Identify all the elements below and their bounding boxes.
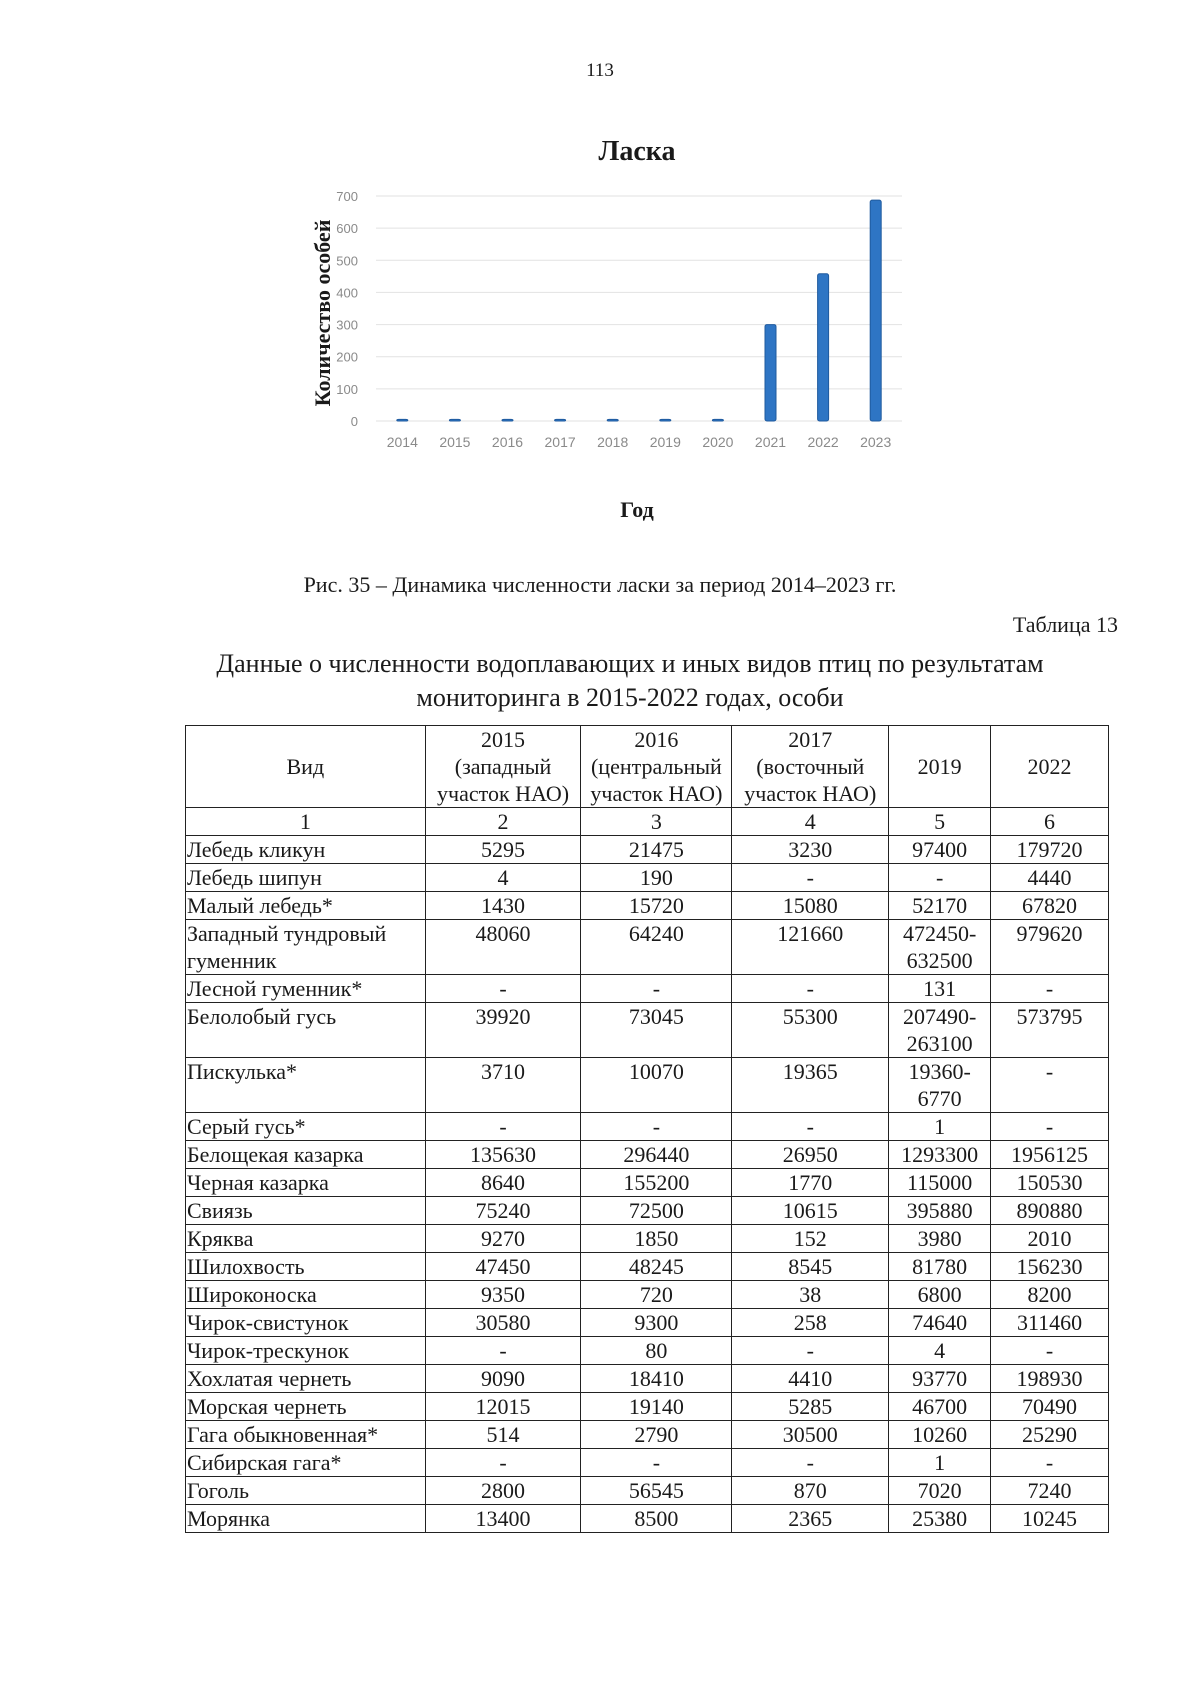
- count-cell: 10260: [889, 1421, 991, 1449]
- y-axis-label: Количество особей: [310, 219, 335, 407]
- species-cell: Западный тундровый гуменник: [186, 920, 426, 975]
- species-cell: Хохлатая чернеть: [186, 1365, 426, 1393]
- count-cell: 18410: [581, 1365, 732, 1393]
- header-2015: [425, 726, 581, 808]
- count-cell: -: [425, 975, 581, 1003]
- count-cell: 9090: [425, 1365, 581, 1393]
- count-cell: -: [425, 1113, 581, 1141]
- count-cell: -: [425, 1449, 581, 1477]
- species-cell: Серый гусь*: [186, 1113, 426, 1141]
- table-title-line-1: Данные о численности водоплавающих и иных видов птиц по результатам: [216, 649, 1044, 678]
- y-tick-label: 600: [336, 221, 358, 237]
- count-cell: -: [581, 1113, 732, 1141]
- x-axis-label: Год: [620, 497, 654, 522]
- count-cell: 93770: [889, 1365, 991, 1393]
- species-cell: Малый лебедь*: [186, 892, 426, 920]
- count-cell: 7020: [889, 1477, 991, 1505]
- count-cell: -: [732, 975, 889, 1003]
- count-cell: 979620: [991, 920, 1109, 975]
- table-row: [186, 1449, 1109, 1477]
- count-cell: 3230: [732, 836, 889, 864]
- header-2017-region: (восточный: [756, 754, 865, 779]
- count-cell: 26950: [732, 1141, 889, 1169]
- count-cell: 2800: [425, 1477, 581, 1505]
- figure-caption: Рис. 35 – Динамика численности ласки за период 2014–2023 гг.: [303, 572, 897, 597]
- count-cell: -: [991, 975, 1109, 1003]
- y-tick-label: 200: [336, 349, 358, 365]
- count-cell: 4: [889, 1337, 991, 1365]
- count-cell: -: [991, 1449, 1109, 1477]
- table-body: [186, 836, 1109, 1533]
- count-cell: 46700: [889, 1393, 991, 1421]
- count-cell: 47450: [425, 1253, 581, 1281]
- count-cell: 190: [581, 864, 732, 892]
- header-2016-area: участок НАО): [590, 781, 723, 806]
- count-cell: 8640: [425, 1169, 581, 1197]
- species-cell: Кряква: [186, 1225, 426, 1253]
- count-cell: 38: [732, 1281, 889, 1309]
- species-cell: Белощекая казарка: [186, 1141, 426, 1169]
- column-number: 3: [581, 808, 732, 836]
- count-cell: 1956125: [991, 1141, 1109, 1169]
- count-cell: 19140: [581, 1393, 732, 1421]
- table-row: [186, 1421, 1109, 1449]
- count-cell: 8545: [732, 1253, 889, 1281]
- count-cell: 296440: [581, 1141, 732, 1169]
- species-cell: Чирок-трескунок: [186, 1337, 426, 1365]
- count-cell: -: [889, 864, 991, 892]
- table-row: [186, 1281, 1109, 1309]
- count-cell: 8200: [991, 1281, 1109, 1309]
- table-row: [186, 1169, 1109, 1197]
- count-cell: 514: [425, 1421, 581, 1449]
- bar-2014: [397, 419, 408, 421]
- column-number: 5: [889, 808, 991, 836]
- count-cell: 55300: [732, 1003, 889, 1058]
- count-cell: 19365: [732, 1058, 889, 1113]
- count-cell: 74640: [889, 1309, 991, 1337]
- bar-2017: [555, 419, 566, 421]
- count-cell: 12015: [425, 1393, 581, 1421]
- column-number-row: [186, 808, 1109, 836]
- count-cell: 870: [732, 1477, 889, 1505]
- header-2017-area: участок НАО): [744, 781, 877, 806]
- count-cell: 311460: [991, 1309, 1109, 1337]
- y-tick-label: 700: [336, 189, 358, 204]
- count-cell: 6800: [889, 1281, 991, 1309]
- count-cell: 3980: [889, 1225, 991, 1253]
- species-cell: Лебедь кликун: [186, 836, 426, 864]
- count-cell: 30500: [732, 1421, 889, 1449]
- count-cell: 131: [889, 975, 991, 1003]
- table-row: [186, 1141, 1109, 1169]
- count-cell: 1850: [581, 1225, 732, 1253]
- count-cell: 10070: [581, 1058, 732, 1113]
- x-tick-label: 2017: [544, 434, 576, 450]
- table-row: [186, 836, 1109, 864]
- table-title: [160, 647, 1100, 715]
- count-cell: 890880: [991, 1197, 1109, 1225]
- count-cell: 97400: [889, 836, 991, 864]
- chart-svg: [282, 118, 1010, 558]
- x-tick-label: 2022: [807, 434, 839, 450]
- table-row: [186, 1253, 1109, 1281]
- header-2016-region: (центральный: [590, 754, 722, 779]
- count-cell: -: [991, 1113, 1109, 1141]
- count-cell: -: [991, 1337, 1109, 1365]
- bar-2015: [449, 419, 460, 421]
- species-cell: Гоголь: [186, 1477, 426, 1505]
- count-cell: 67820: [991, 892, 1109, 920]
- count-cell: 15720: [581, 892, 732, 920]
- count-cell: 70490: [991, 1393, 1109, 1421]
- column-number: 6: [991, 808, 1109, 836]
- count-cell: 3710: [425, 1058, 581, 1113]
- table-row: [186, 920, 1109, 975]
- y-axis-ticks: [336, 189, 358, 429]
- count-cell: 10245: [991, 1505, 1109, 1533]
- x-tick-label: 2016: [491, 434, 524, 450]
- count-cell: 81780: [889, 1253, 991, 1281]
- y-tick-label: 400: [336, 285, 358, 301]
- header-2016: [581, 726, 732, 808]
- count-cell: 135630: [425, 1141, 581, 1169]
- table-number: Таблица 13: [1012, 612, 1118, 637]
- table-row: [186, 1197, 1109, 1225]
- count-cell: 30580: [425, 1309, 581, 1337]
- y-tick-label: 100: [336, 381, 358, 397]
- species-cell: Черная казарка: [186, 1169, 426, 1197]
- count-cell: 25380: [889, 1505, 991, 1533]
- count-cell: 80: [581, 1337, 732, 1365]
- count-cell: 10615: [732, 1197, 889, 1225]
- header-2022: 2022: [991, 726, 1109, 808]
- bar-2020: [712, 419, 723, 421]
- species-cell: Лебедь шипун: [186, 864, 426, 892]
- species-cell: Широконоска: [186, 1281, 426, 1309]
- count-cell: -: [581, 1449, 732, 1477]
- x-tick-label: 2014: [386, 434, 418, 450]
- table-row: [186, 1505, 1109, 1533]
- count-cell: 258: [732, 1309, 889, 1337]
- count-cell: -: [991, 1058, 1109, 1113]
- count-cell: 2010: [991, 1225, 1109, 1253]
- count-cell: 121660: [732, 920, 889, 975]
- x-tick-label: 2020: [702, 434, 734, 450]
- y-tick-label: 300: [336, 317, 358, 333]
- header-2019: 2019: [889, 726, 991, 808]
- count-cell: 48060: [425, 920, 581, 975]
- table-row: [186, 1003, 1109, 1058]
- count-cell: 152: [732, 1225, 889, 1253]
- count-cell: 8500: [581, 1505, 732, 1533]
- count-cell: 64240: [581, 920, 732, 975]
- species-cell: Чирок-свистунок: [186, 1309, 426, 1337]
- x-tick-label: 2021: [754, 434, 787, 450]
- count-cell: 25290: [991, 1421, 1109, 1449]
- count-cell: 2365: [732, 1505, 889, 1533]
- species-cell: Лесной гуменник*: [186, 975, 426, 1003]
- table-row: [186, 892, 1109, 920]
- count-cell: 72500: [581, 1197, 732, 1225]
- x-tick-label: 2015: [439, 434, 471, 450]
- table-row: [186, 975, 1109, 1003]
- header-2017-year: 2017: [788, 727, 833, 752]
- species-cell: Свиязь: [186, 1197, 426, 1225]
- count-cell: 75240: [425, 1197, 581, 1225]
- species-cell: Пискулька*: [186, 1058, 426, 1113]
- count-cell: 5285: [732, 1393, 889, 1421]
- chart-title: Ласка: [598, 136, 676, 167]
- count-cell: 1: [889, 1113, 991, 1141]
- table-header-row: [186, 726, 1109, 808]
- count-cell: 7240: [991, 1477, 1109, 1505]
- count-cell: 472450-632500: [889, 920, 991, 975]
- y-tick-label: 500: [336, 253, 358, 269]
- bar-2019: [660, 419, 671, 421]
- count-cell: 1430: [425, 892, 581, 920]
- table-row: [186, 1337, 1109, 1365]
- count-cell: 9300: [581, 1309, 732, 1337]
- bar-2022: [818, 274, 829, 421]
- table-row: [186, 1225, 1109, 1253]
- count-cell: 4410: [732, 1365, 889, 1393]
- table-row: [186, 1058, 1109, 1113]
- table-row: [186, 1113, 1109, 1141]
- header-2015-year: 2015: [481, 727, 526, 752]
- count-cell: -: [581, 975, 732, 1003]
- header-species: Вид: [186, 726, 426, 808]
- species-cell: Морская чернеть: [186, 1393, 426, 1421]
- species-cell: Белолобый гусь: [186, 1003, 426, 1058]
- count-cell: -: [732, 864, 889, 892]
- count-cell: 1293300: [889, 1141, 991, 1169]
- table-title-line-2: мониторинга в 2015-2022 годах, особи: [416, 683, 844, 712]
- count-cell: 21475: [581, 836, 732, 864]
- count-cell: 207490-263100: [889, 1003, 991, 1058]
- count-cell: 573795: [991, 1003, 1109, 1058]
- species-cell: Гага обыкновенная*: [186, 1421, 426, 1449]
- count-cell: 155200: [581, 1169, 732, 1197]
- count-cell: -: [732, 1337, 889, 1365]
- table-row: [186, 1393, 1109, 1421]
- count-cell: 9270: [425, 1225, 581, 1253]
- bar-2021: [765, 325, 776, 421]
- table-row: [186, 1477, 1109, 1505]
- x-tick-label: 2018: [597, 434, 629, 450]
- bar-2018: [607, 419, 618, 421]
- count-cell: 2790: [581, 1421, 732, 1449]
- count-cell: 115000: [889, 1169, 991, 1197]
- x-tick-label: 2019: [649, 434, 681, 450]
- count-cell: 4: [425, 864, 581, 892]
- count-cell: 4440: [991, 864, 1109, 892]
- count-cell: 720: [581, 1281, 732, 1309]
- count-cell: 1770: [732, 1169, 889, 1197]
- y-tick-label: 0: [350, 414, 358, 429]
- species-cell: Сибирская гага*: [186, 1449, 426, 1477]
- column-number: 2: [425, 808, 581, 836]
- count-cell: 15080: [732, 892, 889, 920]
- count-cell: 9350: [425, 1281, 581, 1309]
- table-row: [186, 1309, 1109, 1337]
- count-cell: 198930: [991, 1365, 1109, 1393]
- count-cell: -: [732, 1449, 889, 1477]
- table-row: [186, 864, 1109, 892]
- column-number: 1: [186, 808, 426, 836]
- count-cell: -: [425, 1337, 581, 1365]
- species-cell: Морянка: [186, 1505, 426, 1533]
- header-2016-year: 2016: [634, 727, 679, 752]
- header-2017: [732, 726, 889, 808]
- count-cell: 73045: [581, 1003, 732, 1058]
- bar-chart: [282, 118, 1010, 558]
- count-cell: 48245: [581, 1253, 732, 1281]
- count-cell: 39920: [425, 1003, 581, 1058]
- chart-bars: [397, 200, 881, 421]
- count-cell: 1: [889, 1449, 991, 1477]
- x-tick-label: 2023: [860, 434, 892, 450]
- count-cell: 395880: [889, 1197, 991, 1225]
- header-2015-area: участок НАО): [437, 781, 570, 806]
- x-axis-ticks: [387, 434, 892, 450]
- count-cell: 156230: [991, 1253, 1109, 1281]
- count-cell: 56545: [581, 1477, 732, 1505]
- bird-census-table: [185, 725, 1109, 1533]
- count-cell: 179720: [991, 836, 1109, 864]
- count-cell: 13400: [425, 1505, 581, 1533]
- count-cell: 52170: [889, 892, 991, 920]
- page-number: 113: [586, 60, 614, 81]
- count-cell: 150530: [991, 1169, 1109, 1197]
- column-number: 4: [732, 808, 889, 836]
- count-cell: 19360-6770: [889, 1058, 991, 1113]
- count-cell: 5295: [425, 836, 581, 864]
- header-2015-region: (западный: [454, 754, 552, 779]
- bar-2023: [870, 200, 881, 421]
- count-cell: -: [732, 1113, 889, 1141]
- species-cell: Шилохвость: [186, 1253, 426, 1281]
- bar-2016: [502, 419, 513, 421]
- table-row: [186, 1365, 1109, 1393]
